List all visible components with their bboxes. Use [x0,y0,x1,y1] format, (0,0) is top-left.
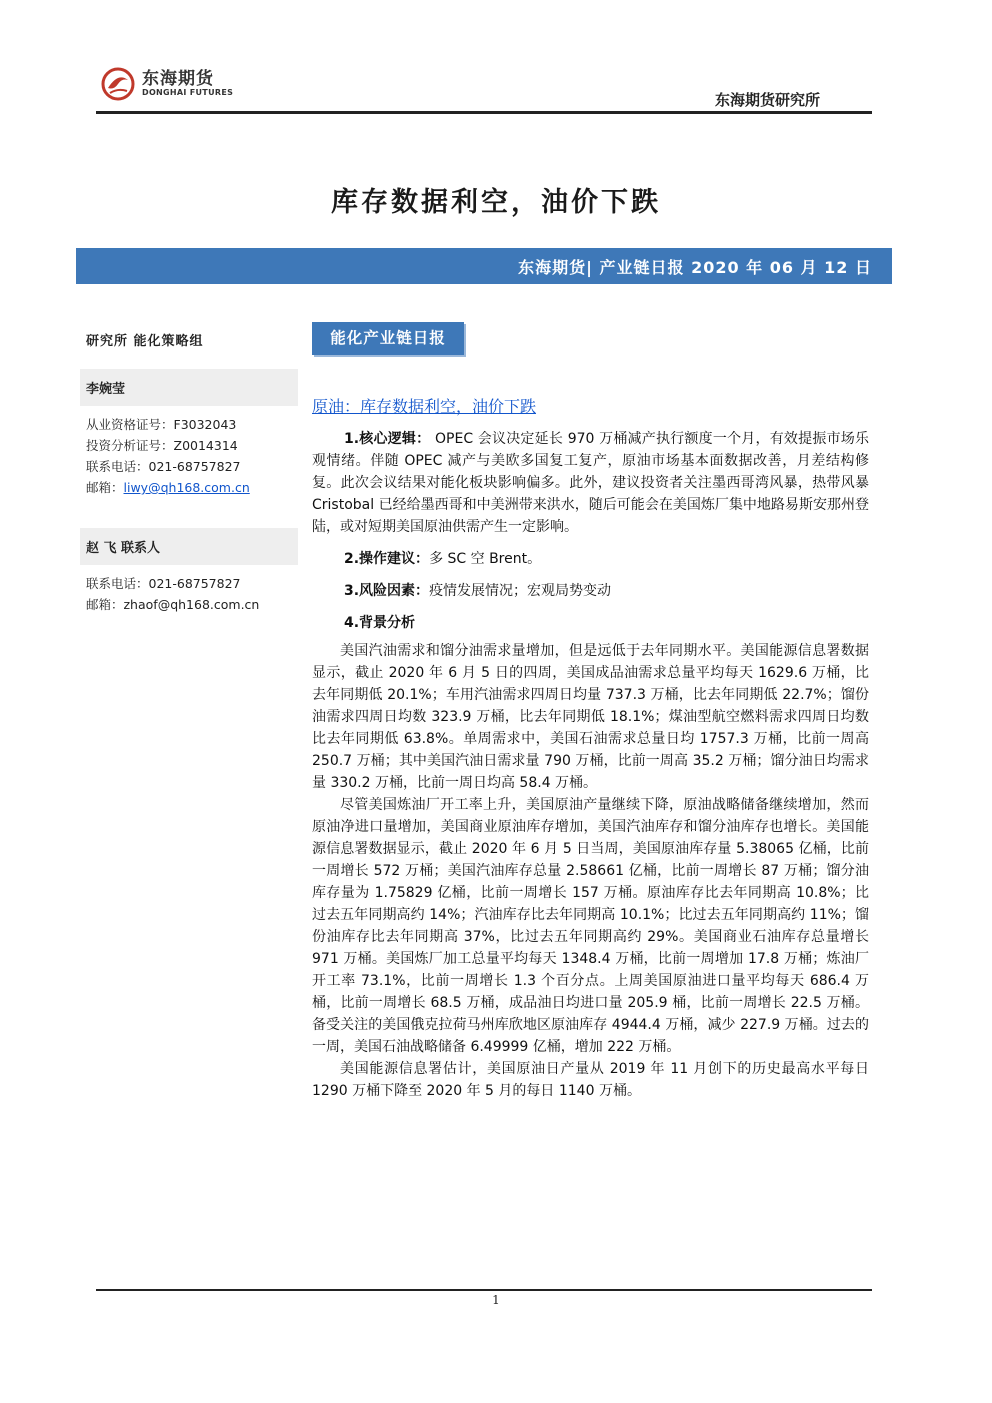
core-logic-text: OPEC 会议决定延长 970 万桶减产执行额度一个月，有效提振市场乐观情绪。伴随 OPEC 减产与美欧多国复工复产，原油市场基本面数据改善，月差结构修复。此次会议结果对能化板块影响偏多。此外，建议投资者关注墨西哥湾风暴，热带风暴 Cristobal 已经给墨西哥和中美洲带来洪水，随后可能会在美国炼厂集中地路易斯安那州登陆，或对短期美国原油供需产生一定影响。 [312,431,870,535]
header-divider [96,111,872,114]
background-paragraph-2: 尽管美国炼油厂开工率上升，美国原油产量继续下降，原油战略储备继续增加，然而原油净进口量增加，美国商业原油库存增加，美国汽油库存和馏分油库存也增长。美国能源信息署数据显示，截止 2020 年 6 月 5 日当周，美国原油库存量 5.38065 亿桶，比前一周增长 572 万桶；美国汽油库存总量 2.58661 亿桶，比前一周增长 87 万桶；馏分油库存量为 1.75829 亿桶，比前一周增长 157 万桶。原油库存比去年同期高 10.8%；比过去五年同期高约 14%；汽油库存比去年同期高 10.1%；比过去五年同期高约 11%；馏份油库存比去年同期高 37%，比过去五年同期高约 29%。美国商业石油库存总量增长 971 万桶。美国炼厂加工总量平均每天 1348.4 万桶，比前一周增加 17.8 万桶；炼油厂开工率 73.1%，比前一周增长 1.3 个百分点。上周美国原油进口量平均每天 686.4 万桶，比前一周增长 68.5 万桶，成品油日均进口量 205.9 桶，比前一周增长 22.5 万桶。备受关注的美国俄克拉荷马州库欣地区原油库存 4944.4 万桶，减少 227.9 万桶。过去的一周，美国石油战略储备 6.49999 亿桶，增加 222 万桶。 [312,797,869,1055]
banner-text: 东海期货| 产业链日报 2020 年 06 月 12 日 [518,258,872,277]
analyst-sidebar [80,322,298,615]
background-paragraph-1: 美国汽油需求和馏分油需求量增加，但是远低于去年同期水平。美国能源信息署数据显示，截止 2020 年 6 月 5 日的四周，美国成品油需求总量平均每天 1629.6 万桶，比去年同期低 20.1%；车用汽油需求四周日均量 737.3 万桶，比去年同期低 22.7%；馏份油需求四周日均数 323.9 万桶，比去年同期低 18.1%；煤油型航空燃料需求四周日均数比去年同期低 63.8%。单周需求中，美国石油需求总量日均 1757.3 万桶，比前一周高 250.7 万桶；其中美国汽油日需求量 790 万桶，比前一周高 35.2 万桶；馏分油日均需求量 330.2 万桶，比前一周日均高 58.4 万桶。 [312,643,869,791]
risk-text: 疫情发展情况；宏观局势变动 [429,583,612,599]
email-label: 邮箱： [86,480,124,495]
contact-phone: 联系电话：021-68757827 [86,576,241,591]
operation-label: 2.操作建议： [344,551,430,567]
footer-divider [96,1289,872,1291]
qualification-number: 从业资格证号：F3032043 [86,417,237,432]
background-paragraph-3: 美国能源信息署估计，美国原油日产量从 2019 年 11 月创下的历史最高水平每日 1290 万桶下降至 2020 年 5 月的每日 1140 万桶。 [312,1061,869,1099]
donghai-logo-icon [100,66,136,102]
report-body [312,396,869,1102]
logo-english-name: DONGHAI FUTURES [142,88,234,97]
operation-paragraph [312,548,869,570]
logo-chinese-name: 东海期货 [142,69,214,89]
research-group: 研究所 能化策略组 [86,334,204,349]
risk-label: 3.风险因素： [344,583,430,599]
section-tab: 能化产业链日报 [312,322,464,355]
contact-email: 邮箱：zhaof@qh168.com.cn [86,597,260,612]
background-label: 4.背景分析 [344,615,416,631]
background-heading [312,612,869,634]
institute-name: 东海期货研究所 [714,91,820,109]
report-title: 库存数据利空，油价下跌 [331,187,661,218]
section-subtitle[interactable]: 原油：库存数据利空，油价下跌 [312,397,537,416]
investment-number: 投资分析证号：Z0014314 [86,438,238,453]
analyst-email-link[interactable]: liwy@qh168.com.cn [123,480,250,495]
contact-name: 赵 飞 联系人 [80,528,298,565]
core-logic-paragraph [312,428,869,538]
page-number: 1 [492,1293,500,1307]
analyst-name: 李婉莹 [80,369,298,406]
analyst-email-row [80,477,298,498]
report-banner [76,248,892,284]
risk-paragraph [312,580,869,602]
analyst-phone: 联系电话：021-68757827 [86,459,241,474]
operation-text: 多 SC 空 Brent。 [429,551,542,567]
core-logic-label: 1.核心逻辑： [344,431,431,447]
company-logo [100,66,233,102]
